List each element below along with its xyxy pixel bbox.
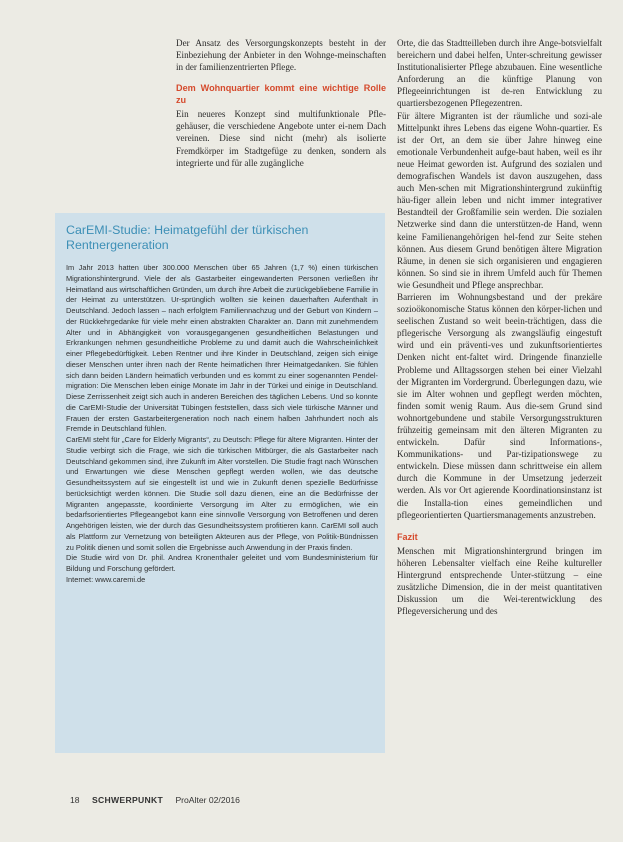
right-column [397,37,602,617]
page-footer [70,795,370,809]
body-paragraph: Menschen mit Migrationshintergrund bringen im höheren Lebensalter vielfach eine Reihe kultureller Hintergrund entsprechende Unter-stützung – eine zusätzliche Dimension, die in der meist quantitativen Diskussion um die Wei-terentwicklung des Pflegeversicherung und des [397,545,602,617]
body-paragraph: Der Ansatz des Versorgungskonzepts besteht in der Einbeziehung der Anbieter in den Wohnge-meinschaften in der familienzentrierten Pflege. [176,38,386,73]
info-box-paragraph: Die Studie wird von Dr. phil. Andrea Kronenthaler geleitet und vom Bundesministerium für Bildung und Forschung gefördert. [66,553,378,573]
body-paragraph: Ein neueres Konzept sind multifunktionale Pfle-gehäuser, die verschiedene Angebote unter ei-nem Dach vereinen. Diese sind nicht (mehr) als isolierte Fremdkörper im Stadtgefüge zu denken, sondern als integrierte und für alle zugängliche [176,109,386,168]
page-number: 18 [70,795,80,805]
body-paragraph: Für ältere Migranten ist der räumliche und sozi-ale Mittelpunkt ihres Lebens das eigene Wohn-quartier. Es ist der Ort, an dem sie über Jahre hinweg eine emotionale Verbundenheit aufge-baut haben, weil es ihr neue Heimat geworden ist. Aufgrund des sozialen und demografischen Wandels ist davon auszugehen, dass auch Men-schen mit Migrationshintergrund zukünftig häu-figer allein leben und nicht immer integrativer Bestandteil der Großfamilie sein werden. Die sozialen Netzwerke sind dann die unterstützen-de Hand, wenn keine Familienangehörigen hel-fend zur Seite stehen können. Aus diesem Grund benötigen ältere Migration Räume, in denen sie sich organisieren und engagieren können. So sind sie in ihrem Umfeld auch für Themen wie Gesundheit und Pflege ansprechbar. [397,110,602,290]
info-box-body [66,263,378,586]
section-label: SCHWERPUNKT [91,795,164,805]
fazit-heading: Fazit [397,531,418,542]
publication-label: ProAlter 02/2016 [175,795,240,805]
info-box-paragraph: CarEMI steht für „Care for Elderly Migrants“, zu Deutsch: Pflege für ältere Migranten. Hinter der Studie verbirgt sich die Frage, wie sich die türkischen Mitbürger, die als Gastarbeiter nach Deutschland gekommen sind, ihre Zukunft im Alter vorstellen. Die Studie fragt nach Wünschen und Erwartungen wie diese Menschen gepflegt werden wollen, wie das deutsche Gesundheitssystem auf sie eingestellt ist und wie in Zukunft denen spezielle Bedürfnisse berücksichtigt werden können. Die Studie soll dazu dienen, eine an die Bedürfnisse der Migranten angepasste, koordinierte Versorgung im Alter zu ermöglichen, wie ein bedarfsorientiertes Pflegeangebot kann eine sinnvolle Versorgung von Betroffenen und deren Angehörigen leisten, wie der durch das Gesundheitssystem profitieren kann. CarEMI soll auch als Plattform zur Vernetzung von beteiligten Akteuren aus der Pflege, von Politik-Bündnissen zu Politik dienen und somit sollen die Ergebnisse auch Anwendung in der Praxis finden. [66,435,378,552]
info-box-title: CarEMI-Studie: Heimatgefühl der türkischen Rentnergeneration [66,223,309,252]
section-subheading: Dem Wohnquartier kommt eine wichtige Rolle zu [176,83,386,106]
info-box-link[interactable]: Internet: www.caremi.de [66,574,146,584]
body-paragraph: Orte, die das Stadtteilleben durch ihre Ange-botsvielfalt bereichern und dabei helfen, Unter-schreitung gewisser Institutionalisierter Pflege abzubauen. Eine wesentliche Anforderung an die künftige Planung von Pflegeeinrichtungen ist de-ren Entwicklung zu quartiersbezogenen Pflegezentren. [397,38,602,109]
info-box-paragraph: Im Jahr 2013 hatten über 300.000 Menschen über 65 Jahren (1,7 %) einen türkischen Migrationshintergrund. Viele der als Gastarbeiter eingewanderten Personen verließen ihr Heimatland aus wirtschaftlichen Gründen, um durch ihre Arbeit die zurückgebliebene Familie in der Heimat zu unterstützen. Ur-sprünglich wollten sie keinen dauerhaften Aufenthalt in Deutschland. Jedoch lassen – nach erfolgtem Familiennachzug und der Geburt von Kindern – der Rückkehrgedanke für viele mehr einen abstrakten Charakter an. Dann mit zunehmendem Alter und in Abhängigkeit von vorausgegangenen gesundheitlichen Belastungen und Erkrankungen nehmen gesundheitliche Probleme zu und damit auch die Wahrscheinlichkeit einer Pflegebedürftigkeit. Leben Rentner und ihre Kinder in Deutschland, zeigen sich einige dieser Menschen unter ihren nach der Rente heimatlichen Ihrer Heimatgedanken. Sie fühlen sich dann beiden Ländern heimatlich verbunden und es kommt zu einer sogenannten Pendel-migration: Die Menschen leben einige Monate im Jahr in der Türkei und einige in Deutschland. Diese Zerrissenheit zeigt sich auch in anderen Bereichen des täglichen Lebens. Und so konnte die CarEMI-Studie der Universität Tübingen feststellen, dass sich viele türkische Männer und Frauen der ersten Gastarbeitergeneration noch nach einem halben Jahrhundert noch als Fremde in Deutschland fühlen. [66,263,378,434]
left-column-top [176,37,386,169]
body-paragraph: Barrieren im Wohnungsbestand und der prekäre sozioökonomische Status können den körper-lichen und seelischen Zustand so weit beein-trächtigen, dass die pflegerische Versorgung als zwangsläufig eingestuft wird und ein präventi-ves und zukunftsorientiertes Denken nicht ent-faltet wird. Dringende finanzielle Probleme und Alltagssorgen stehen bei einer Vielzahl der Migranten im Vordergrund. Überlegungen dazu, wie sie im Alter wohnen und gepflegt werden möchten, finden somit wenig Raum. Aus die-sem Grund sind wohnortgebundene und stabile Versorgungsstrukturen frühzeitig gemeinsam mit den älteren Migranten zu entwickeln. Dafür sind Informations-, Kommunikations- und Par-tizipationswege zu entwickeln. Diese müssen dann schrittweise ein allem durch die Kommune in der Umsetzung jederzeit werden. Als vor Ort agierende Koordinationsinstanz ist die Installa-tion eines gemeindlichen und pflegeorientierten Quartiersmanagements anzustreben. [397,291,602,520]
